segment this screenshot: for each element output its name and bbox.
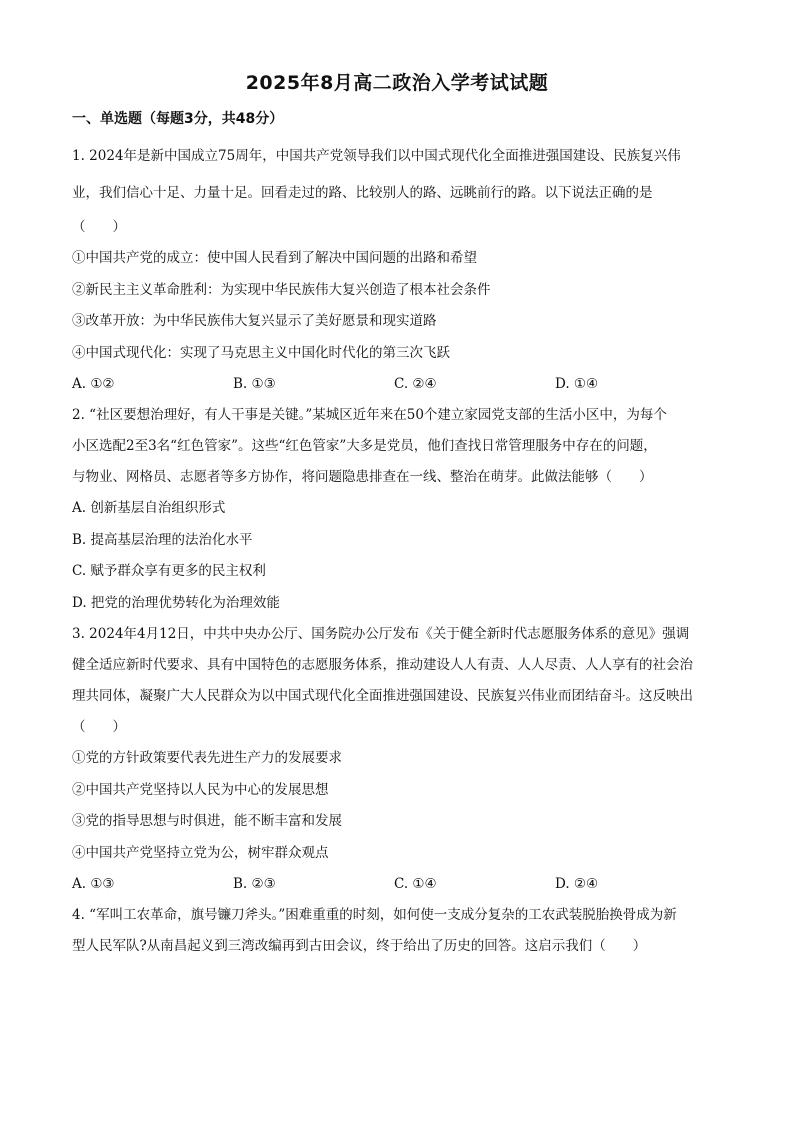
- question-stem-line: 2. “社区要想治理好，有人干事是关键。”某城区近年来在50个建立家园党支部的生活小区中，为每个: [72, 407, 667, 423]
- question-stem-line: 3. 2024年4月12日，中共中央办公厅、国务院办公厅发布《关于健全新时代志愿服务体系的意见》强调: [72, 626, 690, 642]
- question-stem-line: 小区选配2至3名“红色管家”。这些“红色管家”大多是党员，他们查找日常管理服务中存在的问题，: [72, 438, 657, 454]
- question-stem-line: 业，我们信心十足、力量十足。回看走过的路、比较别人的路、远眺前行的路。以下说法正确的是: [72, 185, 653, 201]
- choice-d: D. ①④: [555, 376, 599, 392]
- option-a: A. 创新基层自治组织形式: [72, 500, 226, 516]
- choice-d: D. ②④: [555, 876, 599, 892]
- statement-2: ②中国共产党坚持以人民为中心的发展思想: [72, 781, 329, 798]
- choice-a: A. ①②: [72, 376, 115, 392]
- question-stem-line: 4. “军叫工农革命，旗号镰刀斧头。”困难重重的时刻，如何使一支成分复杂的工农武装脱胎换骨成为新: [72, 907, 677, 923]
- statement-1: ①中国共产党的成立：使中国人民看到了解决中国问题的出路和希望: [72, 250, 477, 266]
- statement-1: ①党的方针政策要代表先进生产力的发展要求: [72, 750, 342, 766]
- question-4: [72, 900, 724, 962]
- statement-4: ④中国式现代化：实现了马克思主义中国化时代化的第三次飞跃: [72, 344, 450, 361]
- question-stem-line: 1. 2024年是新中国成立75周年，中国共产党领导我们以中国式现代化全面推进强国建设、民族复兴伟: [72, 148, 681, 164]
- question-stem-line: 理共同体，凝聚广大人民群众为以中国式现代化全面推进强国建设、民族复兴伟业而团结奋斗。这反映出: [72, 688, 693, 704]
- choice-row: [72, 869, 724, 900]
- statement-3: ③改革开放：为中华民族伟大复兴显示了美好愿景和现实道路: [72, 313, 437, 329]
- statement-3: ③党的指导思想与时俱进，能不断丰富和发展: [72, 813, 342, 829]
- question-stem-line: 型人民军队?从南昌起义到三湾改编再到古田会议，终于给出了历史的回答。这启示我们（ ）: [72, 938, 647, 954]
- page-title: 2025年8月高二政治入学考试试题: [245, 72, 549, 94]
- statement-4: ④中国共产党坚持立党为公，树牢群众观点: [72, 844, 329, 861]
- section-heading: 一、单选题（每题3分，共48分）: [72, 111, 284, 127]
- choice-c: C. ②④: [394, 376, 437, 392]
- answer-blank: （ ）: [72, 719, 126, 735]
- statement-2: ②新民主主义革命胜利：为实现中华民族伟大复兴创造了根本社会条件: [72, 281, 491, 298]
- choice-b: B. ①③: [233, 376, 276, 392]
- answer-blank: （ ）: [72, 219, 126, 235]
- question-list: [72, 138, 724, 962]
- question-stem-line: 与物业、网格员、志愿者等多方协作，将问题隐患排查在一线、整治在萌芽。此做法能够（ ）: [72, 469, 653, 485]
- choice-c: C. ①④: [394, 876, 437, 892]
- choice-a: A. ①③: [72, 876, 115, 892]
- option-d: D. 把党的治理优势转化为治理效能: [72, 594, 280, 611]
- option-c: C. 赋予群众享有更多的民主权利: [72, 563, 266, 579]
- choice-row: [72, 369, 724, 400]
- question-1: [72, 138, 724, 400]
- option-b: B. 提高基层治理的法治化水平: [72, 531, 253, 548]
- question-stem-line: 健全适应新时代要求、具有中国特色的志愿服务体系，推动建设人人有责、人人尽责、人人享有的社会治: [72, 657, 693, 673]
- question-3: [72, 619, 724, 900]
- choice-b: B. ②③: [233, 876, 276, 892]
- question-2: [72, 400, 724, 619]
